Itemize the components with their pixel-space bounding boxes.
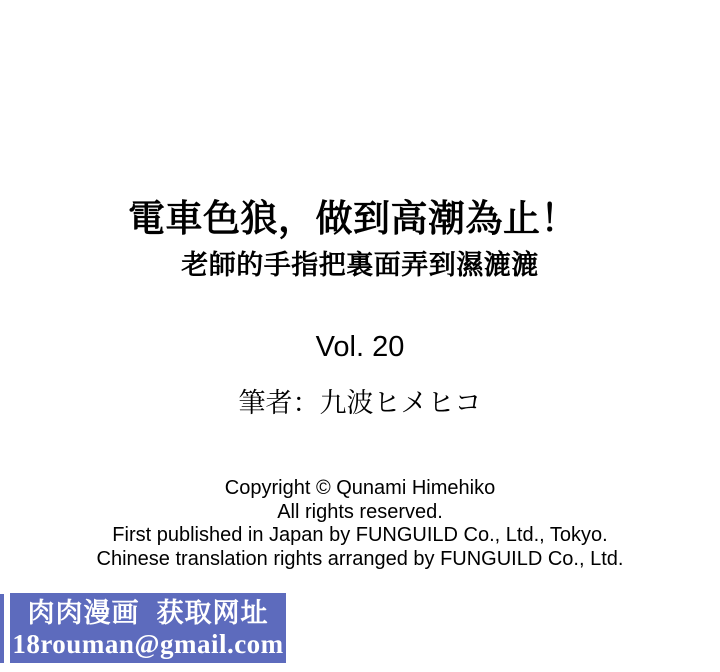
copyright-line: Copyright © Qunami Himehiko (224, 477, 496, 499)
page-title: 電車色狼，做到高潮為止！ (128, 198, 578, 239)
copyright-line: Chinese translation rights arranged by FUNGUILD Co., Ltd. (96, 547, 624, 570)
copyright-line: All rights reserved. (277, 500, 443, 523)
watermark-edge-strip (0, 594, 4, 663)
copyright-line: First published in Japan by FUNGUILD Co., Ltd., Tokyo. (112, 524, 608, 546)
watermark-banner (10, 593, 286, 663)
copyright-block (0, 477, 720, 571)
volume-label: Vol. 20 (315, 331, 405, 363)
author-line: 筆者：九波ヒメヒコ (238, 388, 482, 418)
watermark-email: 18rouman@gmail.com (12, 629, 284, 659)
page-subtitle: 老師的手指把裏面弄到濕漉漉 (181, 250, 539, 280)
watermark-site-name: 肉肉漫画 获取网址 (27, 598, 269, 628)
